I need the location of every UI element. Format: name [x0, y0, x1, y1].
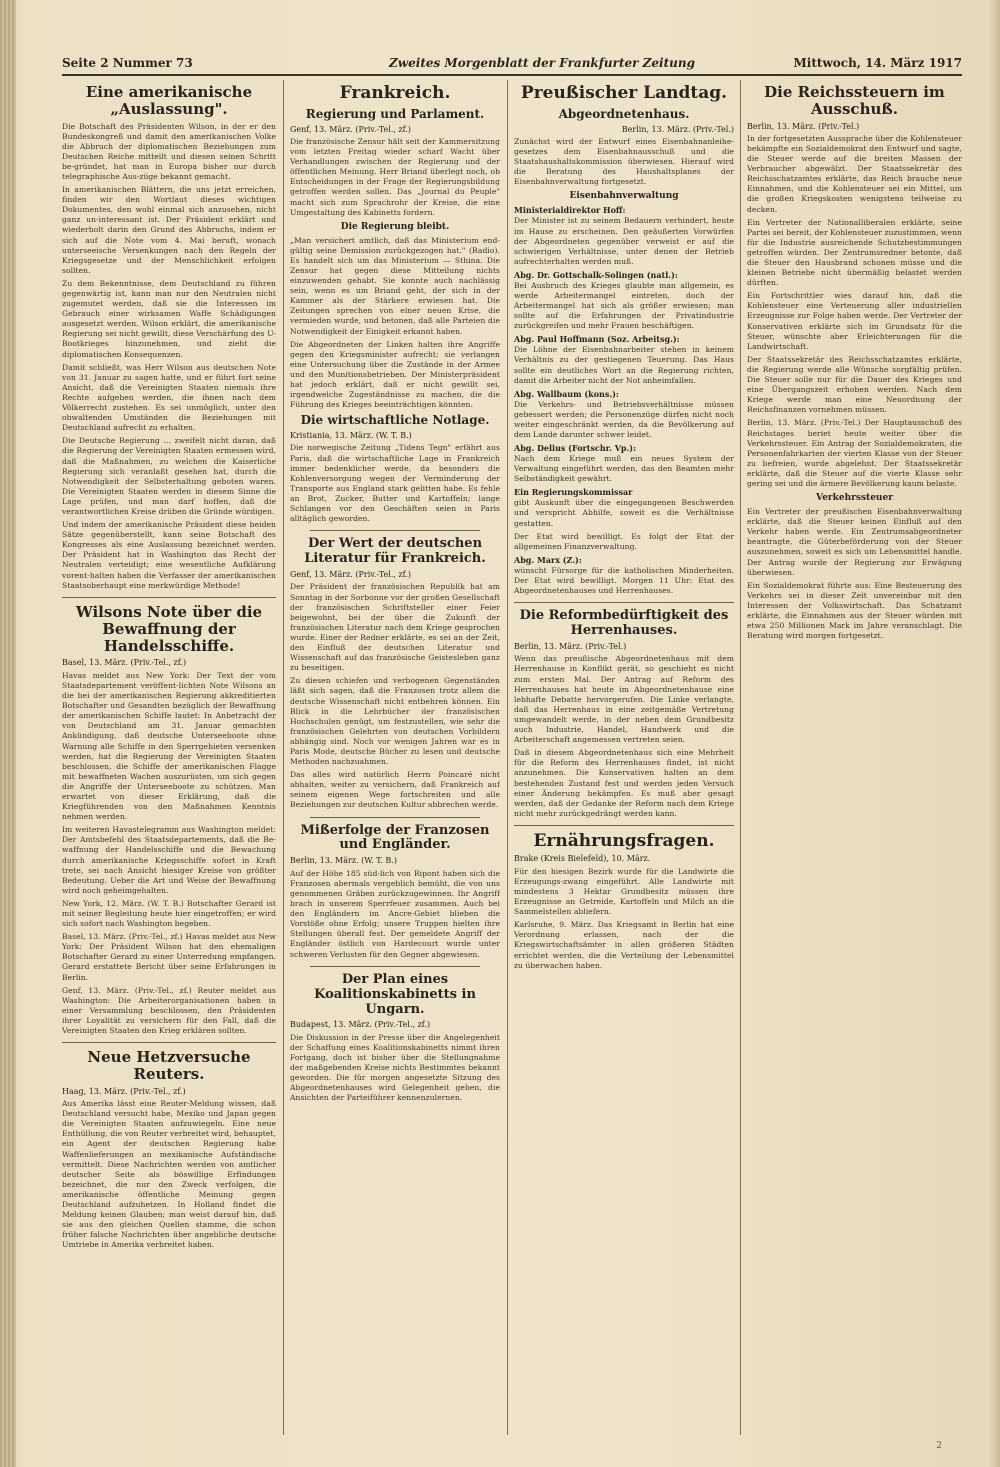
section-heading: Die Regierung bleibt. — [340, 221, 450, 232]
article-text: Nach dem Kriege muß ein neues System der Verwaltung eingeführt werden, das den Beamten mehr Selbständigkeit gewährt. — [514, 454, 734, 484]
header-date: Mittwoch, 14. März 1917 — [793, 56, 962, 70]
article-text: wünscht Fürsorge für die katholischen Minderheiten. Der Etat wird bewilligt. Morgen 11 Uhr: Etat des Abgeordnetenhauses und Herrenhauses. — [514, 565, 734, 596]
article-text: New York, 12. März. (W. T. B.) Botschafter Gerard ist mit seiner Begleitung heute hier eingetroffen; er wird sich sofort nach Washington begeben. — [62, 898, 276, 929]
dateline: Budapest, 13. März. (Priv.-Tel., zf.) — [290, 1020, 431, 1030]
article-text: Ein Sozialdemokrat führte aus: Eine Besteuerung des Verkehrs sei in dieser Zeit unvereinbar mit den Interessen der Volkswirtschaft. Das Schatzamt erklärte, die Einnahmen aus der Steuer würden mit etwa 250 Millionen Mark im Jahre veranschlagt. Die Beratung wird morgen fortgesetzt. — [747, 580, 962, 641]
dateline: Berlin, 13. März. (Priv.-Tel.) — [621, 124, 734, 134]
article-subtitle: Regierung und Parlament. — [305, 106, 485, 121]
page-edge — [990, 0, 1000, 1467]
article-title: Eine amerikanische „Auslassung". — [85, 83, 253, 119]
speaker-name: Abg. Delius (Fortschr. Vp.): — [514, 443, 637, 454]
article-text: Auf der Höhe 185 süd-lich von Ripont haben sich die Franzosen abermals vergeblich bemüht, die von uns genommenen Gräben zurückzugewinnen. Ihr Angriff brach in unserem Sperrfeuer zusammen. Auch bei den Engländern im Ancre-Gebiet blieben die Vorstöße ohne Erfolg; unsere Truppen hielten ihre Stellungen überall fest. Der gemeldete Angriff der Engländer östlich von Hardecourt wurde unter schweren Verlusten für den Gegner abgewiesen. — [290, 868, 500, 959]
page-header — [62, 52, 962, 76]
dateline: Brake (Kreis Bielefeld), 10. März. — [514, 854, 651, 864]
article-text: Berlin, 13. März. (Priv.-Tel.) Der Hauptausschuß des Reichstages beriet heute weiter über die Verkehrssteuer. Ein Antrag der Sozialdemokraten, die Personenfahrkarten der vierten Klasse von der Steuer zu befreien, wurde abgelehnt. Der Staatssekretär erklärte, daß die Steuer auf die vierte Klasse sehr gering sei und die ärmere Bevölkerung kaum belaste. — [747, 418, 962, 488]
speaker-name: Abg. Marx (Z.): — [514, 554, 582, 565]
dateline: Berlin, 13. März. (W. T. B.) — [290, 856, 397, 866]
article-text: gibt Auskunft über die eingegangenen Beschwerden und verspricht Abhilfe, soweit es die Verhältnisse gestatten. — [514, 498, 734, 528]
article-title: Die Reformbedürftigkeit des Herrenhauses. — [519, 608, 729, 639]
article-text: Daß in diesem Abgeordnetenhaus sich eine Mehrheit für die Reform des Herrenhauses findet, ist nicht anzunehmen. Die Konservativen halten an dem bestehenden Zustand fest und werden jeden Versuch einer Änderung bekämpfen. Es muß aber gesagt werden, daß der Gedanke der Reform nach dem Kriege nicht mehr zurückgedrängt werden kann. — [514, 748, 734, 818]
dateline: Genf, 13. März. (Priv.-Tel., zf.) — [290, 124, 411, 134]
divider — [62, 1042, 276, 1043]
section-heading: Eisenbahnverwaltung — [569, 191, 679, 202]
article-text: Die Diskussion in der Presse über die Angelegenheit der Schaffung eines Koalitionskabinetts nimmt ihren Fortgang, doch ist bisher über die Stellungnahme der maßgebenden Kreise nichts Bestimmtes bekannt geworden. Die für morgen angesetzte Sitzung des Abgeordnetenhauses wird Gelegenheit geben, die Ansichten der Parteiführer kennenzulernen. — [290, 1032, 500, 1103]
header-page-number: Seite 2 Nummer 73 — [62, 56, 193, 70]
article-title: Der Plan eines Koalitionskabinetts in Ungarn. — [314, 971, 476, 1017]
article-text: Karlsruhe, 9. März. Das Kriegsamt in Berlin hat eine Verordnung erlassen, nach der die Kriegswirtschaftsämter in allen größeren Städten errichtet werden, die die Verteilung der Lebensmittel zu überwachen haben. — [514, 920, 734, 970]
divider — [514, 602, 734, 603]
article-subtitle: Abgeordnetenhaus. — [558, 106, 690, 121]
article-title: Die Reichssteuern im Ausschuß. — [764, 83, 945, 119]
article-text: Zu diesen schiefen und verbogenen Gegenständen läßt sich sagen, daß die Franzosen trotz allem die deutsche Wissenschaft nicht entbehren können. Ein Blick in die Lehrbücher der französischen Hochschulen genügt, um festzustellen, wie sehr die französischen Gelehrten von deutschen Vorbildern abhängig sind. Noch vor wenigen Jahren war es in Paris Mode, deutsche Bücher zu lesen und deutsche Methoden nachzuahmen. — [290, 676, 500, 767]
article-text: Die Verkehrs- und Betriebsverhältnisse müssen gebessert werden; die Personenzüge dürfen nicht noch weiter eingeschränkt werden, da die Bevölkerung auf dem Lande darunter schwer leidet. — [514, 399, 734, 439]
article-text: Die Abgeordneten der Linken halten ihre Angriffe gegen den Kriegsminister aufrecht; sie verlangen eine Untersuchung über die Zustände in der Armee und den Munitionsbetrieben. Der Ministerpräsident hat jedoch erklärt, daß er nicht gewillt sei, irgendwelche Zugeständnisse zu machen, die die Führung des Krieges beeinträchtigen könnten. — [290, 339, 500, 410]
article-text: In der fortgesetzten Aussprache über die Kohlensteuer bekämpfte ein Sozialdemokrat den Entwurf und sagte, die Steuer werde auf die breiten Massen der Verbraucher abgewälzt. Der Staatssekretär des Reichsschatzamtes erklärte, das Reich brauche neue Einnahmen, und die Kohlensteuer sei ein Mittel, um die großen Kriegskosten wenigstens teilweise zu decken. — [747, 133, 962, 214]
divider — [310, 966, 480, 967]
divider — [310, 817, 480, 818]
article-text: Aus Amerika lässt eine Reuter-Meldung wissen, daß Deutschland versucht habe, Mexiko und Japan gegen die Vereinigten Staaten aufzuwiegeln. Eine neue Enthüllung, die von Reuter verbreitet wird, behauptet, ein Agent der deutschen Regierung habe Waffenlieferungen an mexikanische Aufständische vermittelt. Diese Nachrichten werden von amtlicher deutscher Seite als böswillige Erfindungen bezeichnet, die nur den Zweck verfolgen, die amerikanische öffentliche Meinung gegen Deutschland aufzuhetzen. In Holland findet die Meldung keinen Glauben; man weist darauf hin, daß sie aus den gleichen Quellen stamme, die schon früher falsche Nachrichten über angebliche deutsche Umtriebe in Amerika verbreitet haben. — [62, 1099, 276, 1250]
column-2 — [290, 80, 500, 1435]
section-heading: Verkehrssteuer — [816, 493, 893, 504]
column-rule — [507, 80, 508, 1435]
dateline: Basel, 13. März. (Priv.-Tel., zf.) — [62, 658, 187, 668]
dateline: Genf, 13. März. (Priv.-Tel., zf.) — [290, 570, 411, 580]
dateline: Haag, 13. März. (Priv.-Tel., zf.) — [62, 1086, 186, 1096]
article-text: Havas meldet aus New York: Der Text der vom Staatsdepartement veröffent-lichten Note Wilsons an die bei der amerikanischen Regierung akkreditierten Botschafter und Gesandten bezüglich der Bewaffnung der amerikanischen Schiffe lautet: In Anbetracht der von Deutschland am 31. Januar gemachten Ankündigung, daß deutsche Unterseeboote ohne Warnung alle Schiffe in den Sperrgebieten versenken werden, hat die Regierung der Vereinigten Staaten beschlossen, die Schiffe der amerikanischen Flagge mit bewaffneten Wachen auszurüsten, um sich gegen die Angriffe der Unterseeboote zu schützen. Man erwartet von dieser Erklärung, daß die Kriegführenden von den Maßnahmen Kenntnis nehmen werden. — [62, 670, 276, 822]
article-text: Ein Vertreter der Nationalliberalen erklärte, seine Partei sei bereit, der Kohlensteuer zuzustimmen, wenn für die Industrie ausreichende Schutzbestimmungen getroffen würden. Der Zentrumsredner betonte, daß die Steuer den Hausbrand schonen müsse und die kleinen Betriebe nicht übermäßig belastet werden dürften. — [747, 217, 962, 288]
article-text: Im weiteren Havastelegramm aus Washington meldet: Der Amtsbefehl des Staatsdepartements, daß die Be-waffnung der Handelsschiffe und die Bewachung durch amerikanische Kriegsschiffe sofort in Kraft trete, sei nach Ansicht hiesiger Kreise von größter Bedeutung. Ueber die Art und Weise der Bewaffnung wird noch geheimgehalten. — [62, 825, 276, 895]
binding-edge — [0, 0, 16, 1467]
column-3 — [514, 80, 734, 1435]
article-title: Wilsons Note über die Bewaffnung der Handelsschiffe. — [75, 602, 263, 656]
article-text: „Man versichert amtlich, daß das Ministerium end-gültig seine Demission zurückgezogen hat." (Radio). Es handelt sich um das Ministerium — Sthina. Die Zensur hat gegen diese Mitteilung nichts einzuwenden gehabt. Sie konnte auch nachlässig sein, wenn es um Briand geht, der sich in der Kammer als der Stärkere erwiesen hat. Die Zeitungen sprechen von einer neuen Krise, die vermieden wurde, und betonen, daß alle Parteien die Notwendigkeit der Einigkeit erkannt haben. — [290, 235, 500, 336]
article-title: Der Wert der deutschen Literatur für Frankreich. — [304, 536, 486, 567]
divider — [62, 597, 276, 598]
article-text: Ein Fortschrittler wies darauf hin, daß die Kohlensteuer eine Verteuerung aller industriellen Erzeugnisse zur Folge haben werde. Der Vertreter der Konservativen erklärte sich im Grundsatz für die Steuer, wünschte aber Erleichterungen für die Landwirtschaft. — [747, 291, 962, 351]
article-text: In amerikanischen Blättern, die uns jetzt erreichen, finden wir den Wortlaut dieses wichtigen Dokumentes, den wohl einmal sich anzusehen, nicht ganz un-interessant ist. Der Präsident erklärt und wiederholt darin den Grund des Abbruchs, indem er sich auf die Note vom 4. Mai beruft, wonach unterseeische Versenkungen nach den Regeln der Kriegsgesetze und der Menschlichkeit erfolgen sollten. — [62, 185, 276, 275]
article-text: Zunächst wird der Entwurf eines Eisenbahnanleihe-gesetzes dem Eisenbahnausschuß und die Staatshaushaltskommission überwiesen. Hierauf wird die Beratung des Haushaltsplanes der Eisenbahnverwaltung fortgesetzt. — [514, 136, 734, 187]
speaker-name: Abg. Paul Hoffmann (Soz. Arbeitsg.): — [514, 334, 680, 345]
article-text: Die Botschaft des Präsidenten Wilson, in der er den Bundeskongreß und damit den amerikanischen Volke die Abbruch der diplomatischen Beziehungen zum Deutschen Reiche mitteilt und diesen seinen Schritt be-gründet, hat man in Europa bisher nur durch telegraphische Aus-züge bekannt gemacht. — [62, 121, 276, 181]
article-text: Bei Ausbruch des Krieges glaubte man allgemein, es werde Arbeitermangel eintreten, doch der Arbeitermangel hat sich als größer erwiesen; man sollte auf die Erfahrungen der Privatindustrie zurückgreifen und mehr Frauen beschäftigen. — [514, 280, 734, 331]
dateline: Kristiania, 13. März. (W. T. B.) — [290, 431, 412, 441]
article-text: Das alles wird natürlich Herrn Poincaré nicht abhalten, weiter zu versichern, daß Frankreich auf seinem eigenen Wege fortschreiten und alle Beziehungen zur deutschen Kultur abbrechen werde. — [290, 770, 500, 810]
column-4 — [747, 80, 962, 1435]
article-text: Die norwegische Zeitung „Tidens Tegn" erfährt aus Paris, daß die wirtschaftliche Lage in Frankreich immer bedenklicher werde, da besonders die Kohlenversorgung wegen der Verminderung der Transporte aus England stark gelitten habe. Es fehle an Brot, Zucker, Butter und Kartoffeln; lange Schlangen vor den Geschäften seien in Paris alltäglich geworden. — [290, 443, 500, 524]
article-text: Der Präsident der französischen Republik hat am Sonntag in der Sorbonne vor der großen Gesellschaft der französischen Schriftsteller einer Feier beigewohnt, bei der über die Zukunft der französischen Literatur nach dem Kriege gesprochen wurde. Einer der Redner erklärte, es sei an der Zeit, den Einfluß der deutschen Literatur und Wissenschaft auf das französische Geistesleben ganz zu beseitigen. — [290, 582, 500, 673]
divider — [310, 530, 480, 531]
column-rule — [740, 80, 741, 1435]
article-text: Zu dem Bekenntnisse, dem Deutschland zu führen gegenwärtig ist, kann man nur den Neutralen nicht zugemutet werden, daß sie die Interessen im Gebrauch einer wirksamen Waffe Schädigungen ausgesetzt werden. Wilson erklärt, die amerikanische Regierung sei nicht gewillt, diese Verschärfung des U-Bootkrieges hinzunehmen, und zieht die diplomatischen Konsequenzen. — [62, 278, 276, 359]
dateline: Berlin, 13. März. (Priv.-Tel.) — [747, 121, 860, 131]
dateline: Berlin, 13. März. (Priv.-Tel.) — [514, 642, 627, 651]
article-text: Genf, 13. März. (Priv.-Tel., zf.) Reuter meldet aus Washington: Die Arbeiterorganisationen haben in einer Versammlung beschlossen, den Präsidenten ihrer Loyalität zu versichern für den Fall, daß die Vereinigten Staaten den Krieg erklären sollten. — [62, 985, 276, 1036]
article-title: Die wirtschaftliche Notlage. — [300, 413, 490, 428]
article-text: Wenn das preußische Abgeordnetenhaus mit dem Herrenhause in Konflikt gerät, so geschieht es nicht zum ersten Mal. Der Antrag auf Reform des Herrenhauses hat heute im Abgeordnetenhause eine lebhafte Debatte hervorgerufen. Die Linke verlangte, daß das Herrenhaus in eine zeitgemäße Vertretung umgewandelt werde, in der neben dem Grundbesitz auch Industrie, Handel, Handwerk und die Arbeiterschaft angemessen vertreten seien. — [514, 654, 734, 745]
speaker-name: Ein Regierungskommissar — [514, 487, 633, 498]
article-text: Die französische Zensur hält seit der Kammersitzung vom letzten Freitag wieder scharf Wacht über Verhandlungen zwischen der Regierung und der öffentlichen Meinung. Herr Briand überlegt noch, ob Entscheidungen in der Frage der Regierungsbildung getroffen werden sollen. Das „Journal du Peuple" macht sich zum Sprachrohr der Kreise, die eine Umgestaltung des Kabinetts fordern. — [290, 136, 500, 217]
speaker-name: Ministerialdirektor Hoff: — [514, 205, 626, 216]
article-text: Die Deutsche Regierung ... zweifelt nicht daran, daß die Regierung der Vereinigten Staaten ermessen wird, daß die Maßnahmen, zu welchen die Kaiserliche Regierung sich veranlaßt gesehen hat, durch die Notwendigkeit der Selbsterhaltung geboten waren. Die Vereinigten Staaten werden in diesem Sinne die Lage prüfen, und man darf hoffen, daß die verantwortlichen Kreise drüben die Gründe würdigen. — [62, 436, 276, 516]
speaker-name: Abg. Wallbaum (kons.): — [514, 388, 619, 399]
article-title: Neue Hetzversuche Reuters. — [87, 1048, 251, 1084]
speaker-name: Abg. Dr. Gottschalk-Solingen (natl.): — [514, 269, 678, 280]
article-title: Ernährungsfragen. — [533, 830, 715, 851]
article-text: Der Etat wird bewilligt. Es folgt der Etat der allgemeinen Finanzverwaltung. — [514, 531, 734, 551]
article-title: Frankreich. — [339, 83, 451, 103]
column-rule — [283, 80, 284, 1435]
article-text: Die Löhne der Eisenbahnarbeiter stehen in keinem Verhältnis zu der gestiegenen Teuerung. Das Haus sollte ein deutliches Wort an die Regierung richten, damit die Arbeiter nicht der Not anheimfallen. — [514, 345, 734, 385]
article-text: Und indem der amerikanische Präsident diese beiden Sätze gegenüberstellt, kann seine Botschaft des Kongresses als eine Auslassung bezeichnet werden. Der Präsident hat in Washington das Recht der Neutralen verteidigt; eine wesentliche Aufklärung vorent-halten haben die Verfasser der amerikanischen Staatsoberhaupt eine merkwürdige Methode! — [62, 520, 276, 590]
article-text: Der Staatssekretär des Reichsschatzamtes erklärte, die Regierung werde alle Wünsche sorgfältig prüfen. Die Steuer solle nur für die Dauer des Krieges und eine Übergangszeit erhoben werden. Nach dem Kriege werde man eine Neuordnung der Reichsfinanzen vornehmen müssen. — [747, 354, 962, 415]
header-masthead: Zweites Morgenblatt der Frankfurter Zeitung — [389, 56, 695, 70]
article-text: Der Minister ist zu seinem Bedauern verhindert, heute im Hause zu erscheinen. Den geäußerten Vorwürfen der Abgeordneten gegenüber verweist er auf die schwierigen Verhältnisse, unter denen der Betrieb aufrechterhalten werden muß. — [514, 216, 734, 266]
article-text: Basel, 13. März. (Priv.-Tel., zf.) Havas meldet aus New York: Der Präsident Wilson hat den ehemaligen Botschafter Gerard zu einer Unterredung empfangen. Gerard erstattete Bericht über seine Erfahrungen in Berlin. — [62, 932, 276, 982]
article-title: Mißerfolge der Franzosen und Engländer. — [300, 822, 490, 853]
article-text: Ein Vertreter der preußischen Eisenbahnverwaltung erklärte, daß die Steuer keinen Einfluß auf den Verkehr haben werde. Ein Zentrumsabgeordneter beantragte, die Güterbeförderung von der Steuer auszunehmen, soweit es sich um Lebensmittel handle. Der Antrag wurde der Regierung zur Erwägung überwiesen. — [747, 507, 962, 577]
article-text: Für den hiesigen Bezirk wurde für die Landwirte die Erzeugungs-zwang eingeführt. Alle Landwirte mit mindestens 3 Hektar Grundbesitz müssen ihre Erzeugnisse an Getreide, Kartoffeln und Milch an die Sammelstellen abliefern. — [514, 866, 734, 917]
page-mark: 2 — [936, 1441, 942, 1451]
column-1 — [62, 80, 276, 1435]
divider — [514, 825, 734, 826]
article-text: Damit schließt, was Herr Wilson aus deutschen Note von 31. Januar zu sagen hatte, und er führt fort seine Ansicht, daß die Vereinigten Staaten niemals ihre Rechte aufgeben werden, die ihnen nach dem Völkerrecht zustehen. Es sei unmöglich, unter den obwaltenden Umständen die Beziehungen mit Deutschland aufrecht zu erhalten. — [62, 362, 276, 433]
article-title: Preußischer Landtag. — [520, 83, 728, 103]
